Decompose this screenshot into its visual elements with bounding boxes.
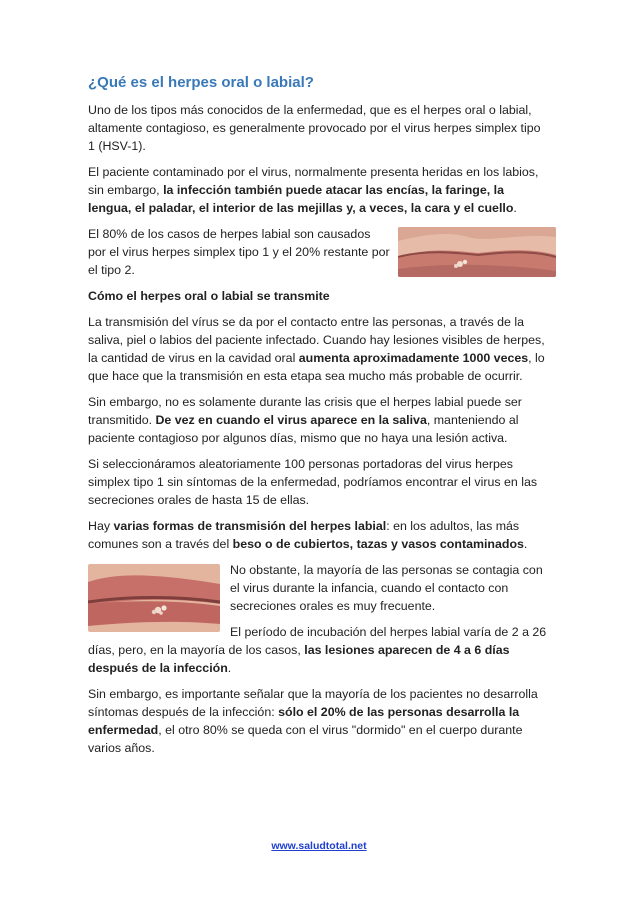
paragraph-infancy: No obstante, la mayoría de las personas se contagia con el virus durante la infancia, cuando el contacto con secreciones orales es muy frecuente. — [230, 563, 543, 613]
paragraph-forms: Hay varias formas de transmisión del herpes labial: en los adultos, las más comunes son a través del beso o de cubiertos, tazas y vasos contaminados. — [88, 519, 528, 551]
section-heading-transmission: Cómo el herpes oral o labial se transmite — [88, 289, 330, 303]
paragraph-transmission: La transmisión del vírus se da por el contacto entre las personas, a través de la saliva, piel o labios del paciente infectado. Cuando hay lesiones visibles de herpes, la cantidad de virus en la cavidad oral aumenta aproximadamente 1000 veces, lo que hace que la transmisión en esta etapa sea mucho más probable de ocurrir. — [88, 315, 545, 383]
paragraph-statistics: El 80% de los casos de herpes labial son causados por el virus herpes simplex tipo 1 y el 20% restante por el tipo 2. — [88, 227, 390, 277]
paragraph-saliva: Sin embargo, no es solamente durante las crisis que el herpes labial puede ser transmitido. De vez en cuando el virus aparece en la saliva, manteniendo al paciente contagioso por algunos días, mismo que no haya una lesión activa. — [88, 395, 522, 445]
paragraph-symptoms: Sin embargo, es importante señalar que la mayoría de los pacientes no desarrolla síntomas después de la infección: sólo el 20% de las personas desarrolla la enfermedad, el otro 80% se queda con el virus "dormido" en el cuerpo durante varios años. — [88, 687, 538, 755]
paragraph-intro: Uno de los tipos más conocidos de la enfermedad, que es el herpes oral o labial, altamente contagioso, es generalmente provocado por el virus herpes simplex tipo 1 (HSV-1). — [88, 103, 541, 153]
paragraph-carriers: Si seleccionáramos aleatoriamente 100 personas portadoras del virus herpes simplex tipo 1 sin síntomas de la enfermedad, podríamos encontrar el virus en las secreciones orales de hasta 15 de ellas. — [88, 457, 538, 507]
footer-website-link[interactable]: www.saludtotal.net — [271, 840, 367, 852]
article — [88, 74, 550, 765]
page-title: ¿Qué es el herpes oral o labial? — [88, 74, 314, 91]
paragraph-incubation: El período de incubación del herpes labial varía de 2 a 26 días, pero, en la mayoría de los casos, las lesiones aparecen de 4 a 6 días después de la infección. — [88, 625, 547, 675]
paragraph-infection: El paciente contaminado por el virus, normalmente presenta heridas en los labios, sin embargo, la infección también puede atacar las encías, la faringe, la lengua, el paladar, el interior de las mejillas y, a veces, la cara y el cuello. — [88, 165, 539, 215]
lip-lesion-photo-top — [398, 227, 556, 277]
footer — [0, 836, 638, 854]
lip-lesion-photo-bottom — [88, 564, 220, 632]
